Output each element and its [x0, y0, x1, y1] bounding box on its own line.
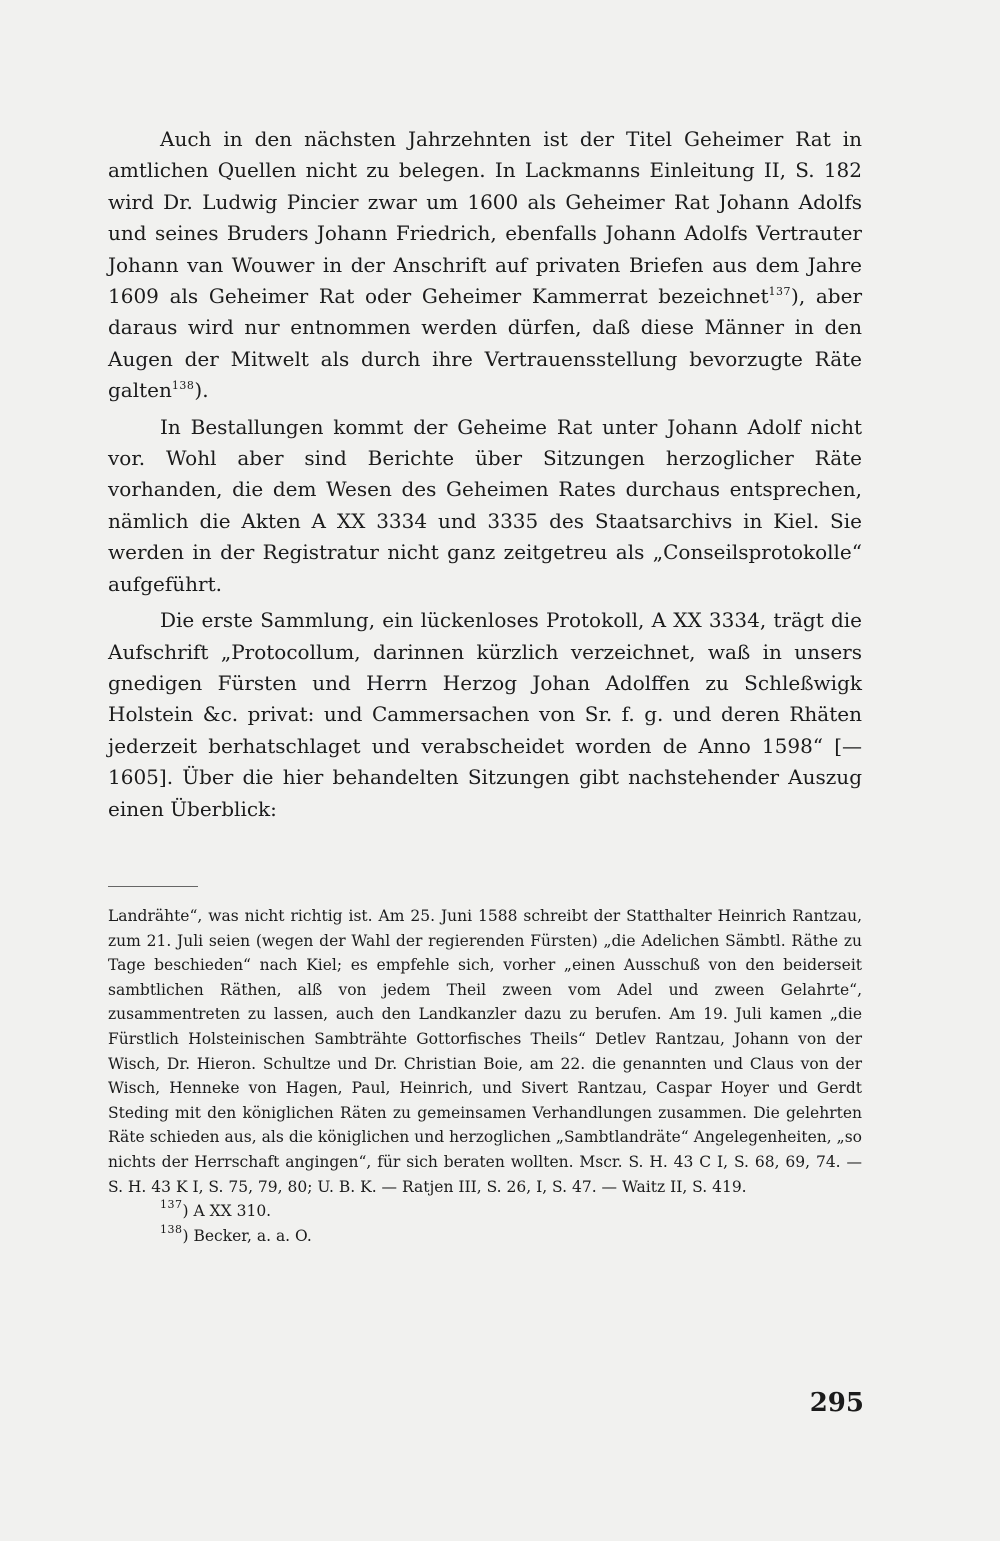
paragraph-3: Die erste Sammlung, ein lückenloses Protokoll, A XX 3334, trägt die Aufschrift „Protocollum, darinnen kürzlich verzeichnet, waß in unsers gnedigen Fürsten und Herrn Herzog Johan Adolffen zu Schleßwigk Holstein &c. privat: und Cammersachen von Sr. f. g. und deren Rhäten jederzeit berhatschlaget und verabscheidet worden de Anno 1598“ [—1605]. Über die hier behandelten Sitzungen gibt nachstehender Auszug einen Überblick: [108, 608, 862, 821]
paragraph-2: In Bestallungen kommt der Geheime Rat unter Johann Adolf nicht vor. Wohl aber sind Berichte über Sitzungen herzoglicher Räte vorhanden, die dem Wesen des Geheimen Rates durchaus entsprechen, nämlich die Akten A XX 3334 und 3335 des Staatsarchivs in Kiel. Sie werden in der Registratur nicht ganz zeitgetreu als „Conseilsprotokolle“ aufgeführt. [108, 414, 862, 596]
paragraph-1-text: Auch in den nächsten Jahrzehnten ist der Titel Geheimer Rat in amtlichen Quellen nicht zu belegen. In Lackmanns Einleitung II, S. 182 wird Dr. Ludwig Pincier zwar um 1600 als Geheimer Rat Johann Adolfs und seines Bruders Johann Friedrich, ebenfalls Johann Adolfs Vertrauter Johann van Wouwer in der Anschrift auf privaten Briefen aus dem Jahre 1609 als Geheimer Rat oder Geheimer Kammerrat bezeichnet [108, 127, 862, 309]
footnote-ref-137: 137 [768, 285, 792, 299]
paragraph-1-end: ). [194, 378, 209, 403]
footnotes [108, 904, 862, 1248]
footnote-137-text: ) A XX 310. [182, 1202, 272, 1221]
footnote-138 [108, 1224, 862, 1249]
paragraph-1-tail: ), aber daraus wird nur entnommen werden dürfen, daß diese Männer in den Augen der Mitwelt als durch ihre Vertrauensstellung bevorzugte Räte galten [108, 284, 862, 403]
footnote-137 [108, 1199, 862, 1224]
main-text [108, 124, 862, 825]
paragraph-1 [108, 124, 862, 407]
footnote-137-number: 137 [160, 1198, 183, 1212]
footnote-ref-138: 138 [171, 379, 195, 393]
footnote-138-text: ) Becker, a. a. O. [182, 1226, 312, 1245]
footnote-continuation: Landrähte“, was nicht richtig ist. Am 25. Juni 1588 schreibt der Statthalter Heinrich Rantzau, zum 21. Juli seien (wegen der Wahl der regierenden Fürsten) „die Adelichen Sämbtl. Räthe zu Tage beschieden“ nach Kiel; es empfehle sich, vorher „einen Ausschuß von den beiderseit sambtlichen Räthen, alß von jedem Theil zween vom Adel und zween Gelahrte“, zusammentreten zu lassen, auch den Landkanzler dazu zu berufen. Am 19. Juli kamen „die Fürstlich Holsteinischen Sambträhte Gottorfisches Theils“ Detlev Rantzau, Johann von der Wisch, Dr. Hieron. Schultze und Dr. Christian Boie, am 22. die genannten und Claus von der Wisch, Henneke von Hagen, Paul, Heinrich, und Sivert Rantzau, Caspar Hoyer und Gerdt Steding mit den königlichen Räten zu gemeinsamen Verhandlungen zusammen. Die gelehrten Räte schieden aus, als die königlichen und herzoglichen „Sambtlandräte“ Angelegenheiten, „so nichts der Herrschaft angingen“, für sich beraten wollten. Mscr. S. H. 43 C I, S. 68, 69, 74. — S. H. 43 K I, S. 75, 79, 80; U. B. K. — Ratjen III, S. 26, I, S. 47. — Waitz II, S. 419. [108, 907, 862, 1196]
footnote-138-number: 138 [160, 1222, 183, 1236]
footnote-divider [108, 886, 198, 887]
page-number: 295 [809, 1388, 864, 1418]
